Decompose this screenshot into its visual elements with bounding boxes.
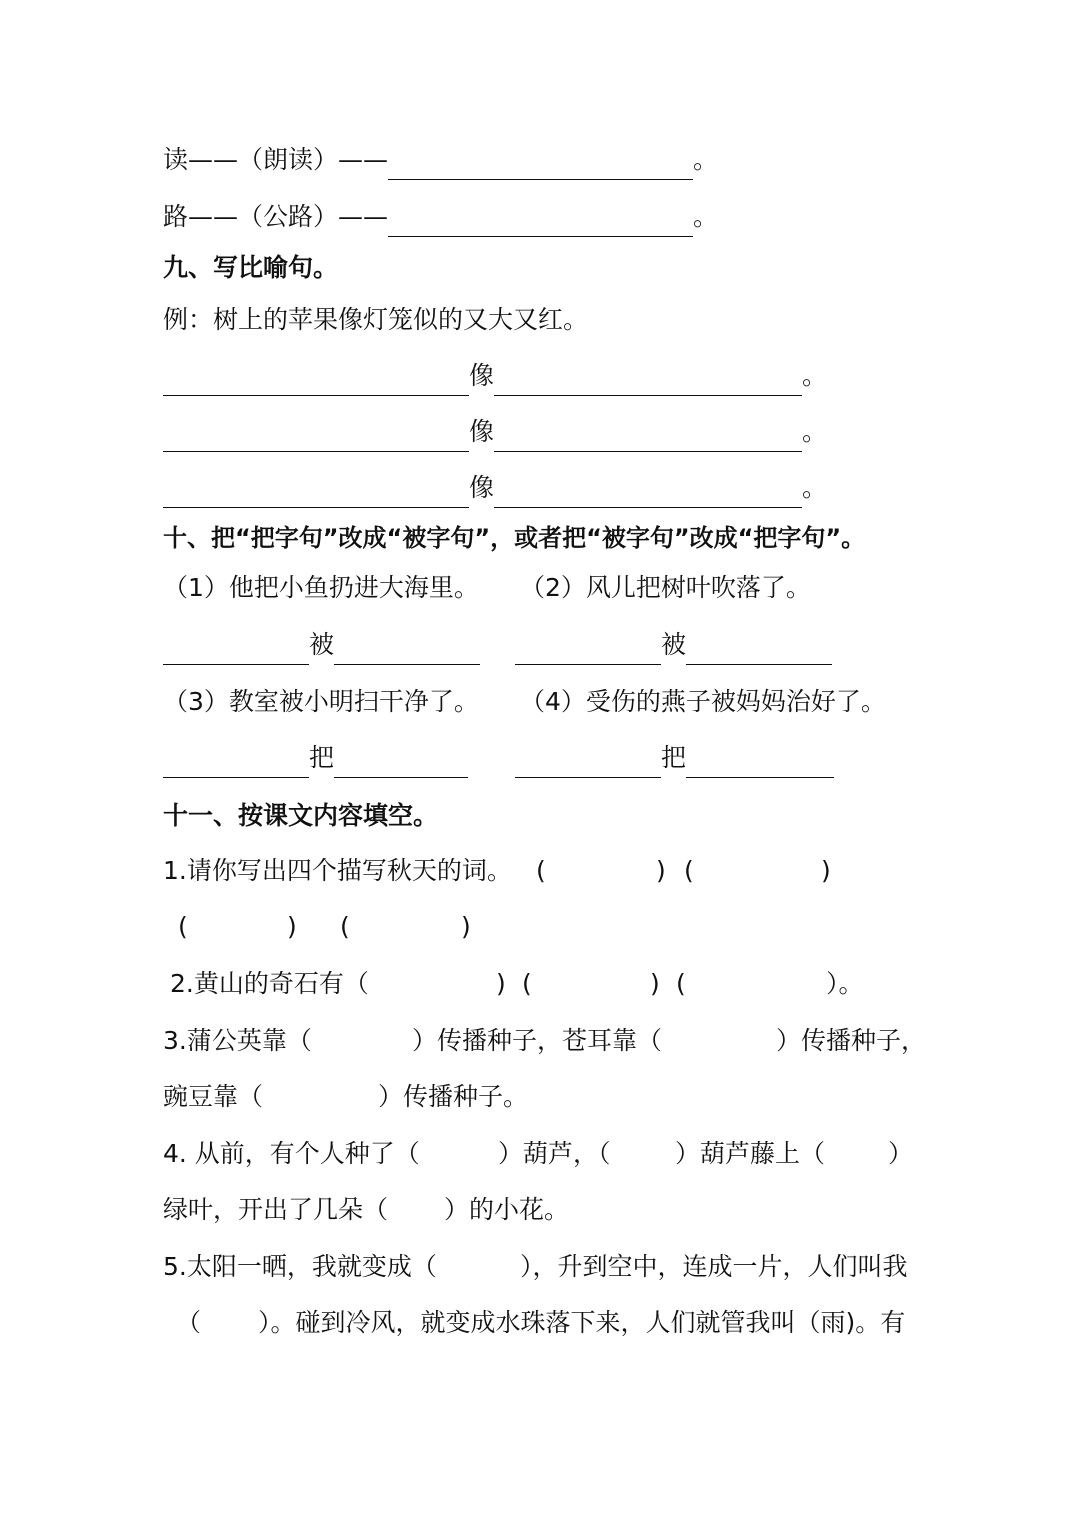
- answer-blank[interactable]: [515, 747, 661, 778]
- ba-word: 把: [309, 743, 335, 772]
- word-ext-line-2: [163, 197, 718, 237]
- s11-q4-e: 绿叶，开出了几朵（: [163, 1195, 389, 1224]
- s11-q5-a: 5.太阳一晒，我就变成（: [163, 1252, 437, 1281]
- s11-q4-f: ）的小花。: [444, 1195, 570, 1224]
- answer-blank[interactable]: [388, 206, 693, 237]
- section-9-title: 九、写比喻句。: [163, 253, 339, 282]
- paren-open: (: [178, 912, 188, 941]
- answer-blank[interactable]: [494, 477, 802, 508]
- s10-answer-4: [515, 738, 834, 778]
- paren-close: ): [461, 912, 471, 941]
- bei-word: 被: [309, 630, 335, 659]
- answer-blank[interactable]: [686, 634, 832, 665]
- paren-open: (: [684, 856, 694, 885]
- answer-blank[interactable]: [163, 634, 309, 665]
- s10-answer-1: [163, 625, 480, 665]
- period: 。: [802, 473, 828, 502]
- s11-q5-d: ）。碰到冷风，就变成水珠落下来，人们就管我叫（雨)。有: [258, 1308, 906, 1337]
- paren-open: (: [676, 969, 686, 998]
- paren-close: ): [650, 969, 660, 998]
- s11-q3-b: ）传播种子，苍耳靠（: [412, 1026, 663, 1055]
- section-10-title: 十、把“把字句”改成“被字句”，或者把“被字句”改成“把字句”。: [163, 524, 866, 552]
- answer-blank[interactable]: [334, 634, 480, 665]
- s11-q3-c: ）传播种子，: [776, 1026, 927, 1055]
- s11-q4-b: ）葫芦，（: [498, 1139, 611, 1168]
- answer-blank[interactable]: [515, 634, 661, 665]
- word-ext-dash: ——: [338, 145, 389, 174]
- s10-question-2: （2）风儿把树叶吹落了。: [520, 573, 811, 602]
- answer-blank[interactable]: [494, 421, 802, 452]
- simile-connector: 像: [469, 417, 495, 446]
- simile-connector: 像: [469, 473, 495, 502]
- word-ext-char: 路: [163, 202, 189, 231]
- s11-q4-d: ）: [888, 1139, 914, 1168]
- answer-blank[interactable]: [163, 477, 469, 508]
- word-ext-example: （朗读）: [238, 145, 339, 174]
- simile-row-1: [163, 356, 827, 396]
- s11-q2-text: 2.黄山的奇石有（: [170, 969, 369, 998]
- s11-q3-a: 3.蒲公英靠（: [163, 1026, 312, 1055]
- s11-q3-d: 豌豆靠（: [163, 1082, 264, 1111]
- period: 。: [802, 417, 828, 446]
- paren-close: ): [496, 969, 506, 998]
- simile-connector: 像: [469, 361, 495, 390]
- word-ext-example: （公路）: [238, 202, 339, 231]
- word-ext-dash: ——: [188, 145, 239, 174]
- s11-q4-c: ）葫芦藤上（: [675, 1139, 826, 1168]
- period: 。: [693, 202, 719, 231]
- answer-blank[interactable]: [163, 747, 309, 778]
- answer-blank[interactable]: [388, 149, 693, 180]
- s11-q5-c: （: [176, 1308, 202, 1337]
- ba-word: 把: [661, 743, 687, 772]
- s10-answer-2: [515, 625, 832, 665]
- s11-q5-b: ），升到空中，连成一片，人们叫我: [520, 1252, 908, 1281]
- simile-row-2: [163, 412, 827, 452]
- s11-q1-text: 1.请你写出四个描写秋天的词。: [163, 856, 512, 885]
- paren-close: ): [287, 912, 297, 941]
- section-9-example: 例：树上的苹果像灯笼似的又大又红。: [163, 305, 589, 334]
- paren-open: (: [522, 969, 532, 998]
- paren-open: (: [340, 912, 350, 941]
- word-ext-dash: ——: [338, 202, 389, 231]
- s11-q2-end: ）。: [826, 969, 864, 998]
- section-11-title: 十一、按课文内容填空。: [163, 801, 439, 830]
- s10-question-3: （3）教室被小明扫干净了。: [163, 687, 479, 716]
- word-ext-dash: ——: [188, 202, 239, 231]
- period: 。: [693, 145, 719, 174]
- paren-close: ): [821, 856, 831, 885]
- word-ext-line-1: [163, 140, 718, 180]
- simile-row-3: [163, 468, 827, 508]
- period: 。: [802, 361, 828, 390]
- paren-close: ): [656, 856, 666, 885]
- s11-q3-e: ）传播种子。: [378, 1082, 529, 1111]
- bei-word: 被: [661, 630, 687, 659]
- answer-blank[interactable]: [163, 421, 469, 452]
- answer-blank[interactable]: [686, 747, 834, 778]
- s11-q4-a: 4. 从前，有个人种了（: [163, 1139, 420, 1168]
- answer-blank[interactable]: [494, 365, 802, 396]
- answer-blank[interactable]: [163, 365, 469, 396]
- s10-question-4: （4）受伤的燕子被妈妈治好了。: [520, 687, 886, 716]
- word-ext-char: 读: [163, 145, 189, 174]
- answer-blank[interactable]: [334, 747, 468, 778]
- paren-open: (: [536, 856, 546, 885]
- s10-answer-3: [163, 738, 468, 778]
- s10-question-1: （1）他把小鱼扔进大海里。: [163, 573, 479, 602]
